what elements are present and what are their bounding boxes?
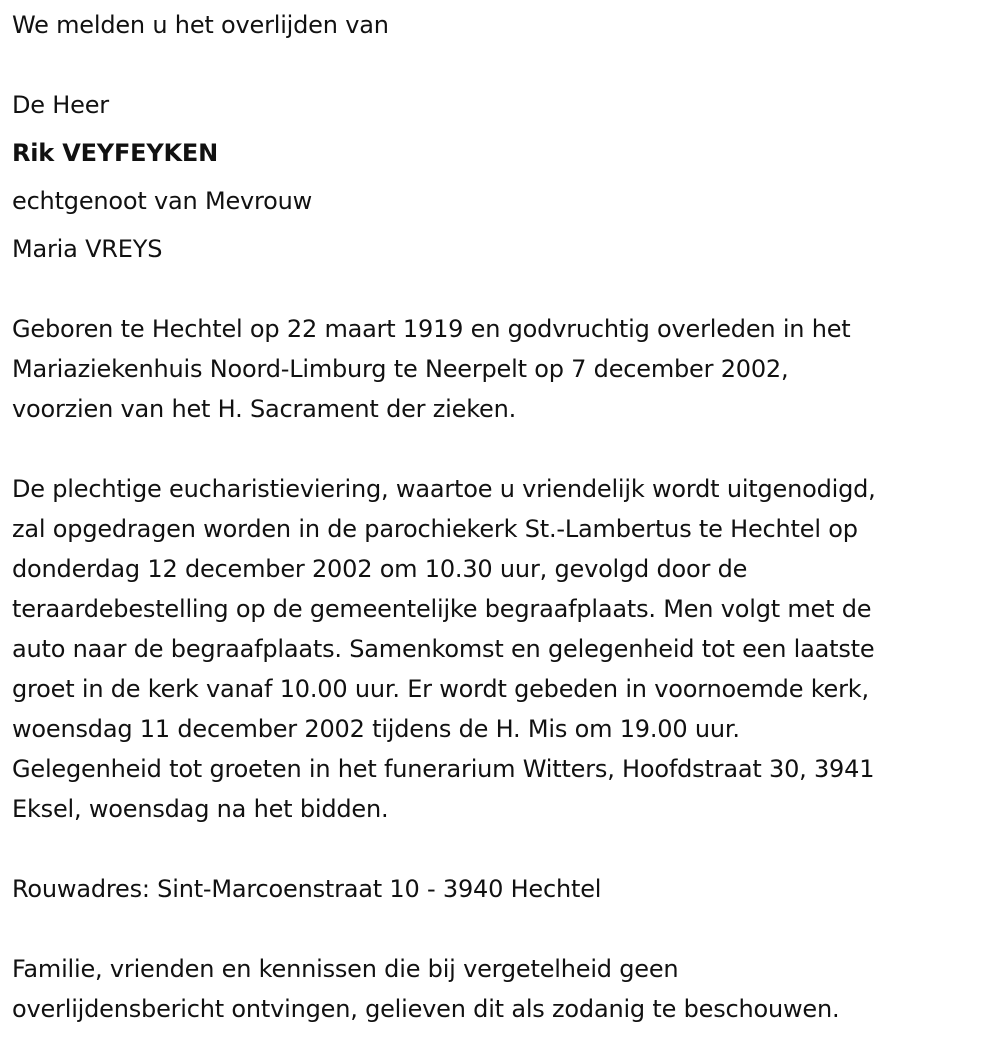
- spouse-name: Maria VREYS: [12, 235, 163, 263]
- ceremony-line: Eksel, woensdag na het bidden.: [12, 795, 389, 823]
- spouse-label: echtgenoot van Mevrouw: [12, 187, 313, 215]
- ceremony-line: donderdag 12 december 2002 om 10.30 uur, gevolgd door de: [12, 555, 748, 583]
- ceremony-line: De plechtige eucharistieviering, waartoe u vriendelijk wordt uitgenodigd,: [12, 475, 876, 503]
- birth-death-line: Geboren te Hechtel op 22 maart 1919 en godvruchtig overleden in het: [12, 315, 851, 343]
- birth-death-line: voorzien van het H. Sacrament der zieken.: [12, 395, 517, 423]
- closing-line: overlijdensbericht ontvingen, gelieven dit als zodanig te beschouwen.: [12, 995, 840, 1023]
- ceremony-line: auto naar de begraafplaats. Samenkomst en gelegenheid tot een laatste: [12, 635, 875, 663]
- intro-text: We melden u het overlijden van: [12, 11, 389, 39]
- ceremony-line: groet in de kerk vanaf 10.00 uur. Er wordt gebeden in voornoemde kerk,: [12, 675, 869, 703]
- ceremony-line: teraardebestelling op de gemeentelijke begraafplaats. Men volgt met de: [12, 595, 872, 623]
- ceremony-line: woensdag 11 december 2002 tijdens de H. Mis om 19.00 uur.: [12, 715, 740, 743]
- ceremony-line: zal opgedragen worden in de parochiekerk St.-Lambertus te Hechtel op: [12, 515, 858, 543]
- deceased-name: Rik VEYFEYKEN: [12, 139, 219, 167]
- salutation: De Heer: [12, 91, 109, 119]
- birth-death-line: Mariaziekenhuis Noord-Limburg te Neerpelt op 7 december 2002,: [12, 355, 789, 383]
- closing-line: Familie, vrienden en kennissen die bij vergetelheid geen: [12, 955, 679, 983]
- ceremony-line: Gelegenheid tot groeten in het funerarium Witters, Hoofdstraat 30, 3941: [12, 755, 875, 783]
- mourning-address: Rouwadres: Sint-Marcoenstraat 10 - 3940 Hechtel: [12, 875, 602, 903]
